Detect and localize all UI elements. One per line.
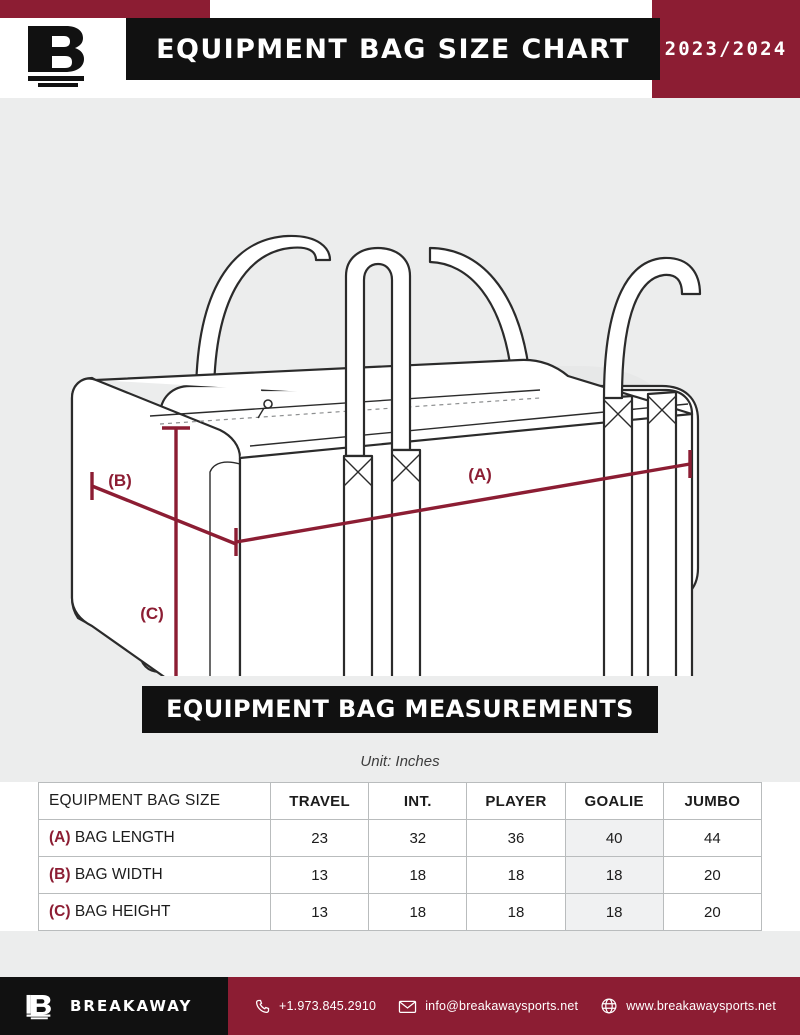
footer-website[interactable] <box>600 997 776 1015</box>
footer-website-text: www.breakawaysports.net <box>626 999 776 1013</box>
cell-height-player: 18 <box>467 894 565 931</box>
measurements-table-wrap <box>0 782 800 931</box>
cell-height-int: 18 <box>369 894 467 931</box>
row-label-bag-length <box>39 820 271 857</box>
dimension-label-c: (C) <box>140 604 164 623</box>
globe-icon <box>600 997 618 1015</box>
column-header-int: INT. <box>369 783 467 820</box>
header-accent-left <box>0 0 210 18</box>
cell-height-goalie: 18 <box>565 894 663 931</box>
cell-length-goalie: 40 <box>565 820 663 857</box>
row-name-c: BAG HEIGHT <box>74 903 171 920</box>
row-label-bag-width <box>39 857 271 894</box>
column-header-size: EQUIPMENT BAG SIZE <box>39 783 271 820</box>
row-name-b: BAG WIDTH <box>74 866 163 883</box>
footer-contact-block <box>228 977 800 1035</box>
row-ref-c: (C) <box>49 903 71 920</box>
measurements-table <box>38 782 762 931</box>
measurements-section-title: EQUIPMENT BAG MEASUREMENTS <box>142 686 658 733</box>
cell-width-travel: 13 <box>271 857 369 894</box>
footer-phone-text: +1.973.845.2910 <box>279 999 377 1013</box>
page-footer <box>0 977 800 1035</box>
cell-length-travel: 23 <box>271 820 369 857</box>
row-label-bag-height <box>39 894 271 931</box>
row-name-a: BAG LENGTH <box>74 829 175 846</box>
footer-email-text: info@breakawaysports.net <box>425 999 579 1013</box>
cell-height-jumbo: 20 <box>663 894 761 931</box>
cell-width-jumbo: 20 <box>663 857 761 894</box>
column-header-player: PLAYER <box>467 783 565 820</box>
table-row <box>39 820 762 857</box>
cell-length-jumbo: 44 <box>663 820 761 857</box>
bag-diagram-area <box>0 98 800 676</box>
cell-width-goalie: 18 <box>565 857 663 894</box>
column-header-travel: TRAVEL <box>271 783 369 820</box>
column-header-jumbo: JUMBO <box>663 783 761 820</box>
row-ref-b: (B) <box>49 866 71 883</box>
breakaway-b-logo-icon <box>22 20 114 90</box>
footer-brand-name: BREAKAWAY <box>70 997 193 1015</box>
measurements-title-band <box>0 676 800 741</box>
page-header <box>0 0 800 98</box>
footer-phone[interactable] <box>254 998 376 1015</box>
table-row <box>39 894 762 931</box>
cell-length-int: 32 <box>369 820 467 857</box>
equipment-bag-illustration <box>0 98 800 676</box>
cell-width-player: 18 <box>467 857 565 894</box>
footer-email[interactable] <box>398 998 578 1015</box>
table-header-row <box>39 783 762 820</box>
cell-width-int: 18 <box>369 857 467 894</box>
cell-length-player: 36 <box>467 820 565 857</box>
dimension-label-b: (B) <box>108 471 132 490</box>
footer-brand-block <box>0 977 228 1035</box>
table-row <box>39 857 762 894</box>
column-header-goalie: GOALIE <box>565 783 663 820</box>
page-title: EQUIPMENT BAG SIZE CHART <box>156 33 630 65</box>
cell-height-travel: 13 <box>271 894 369 931</box>
season-year-badge: 2023/2024 <box>664 38 788 60</box>
row-ref-a: (A) <box>49 829 71 846</box>
phone-icon <box>254 998 271 1015</box>
envelope-icon <box>398 998 417 1015</box>
breakaway-b-logo-icon <box>24 992 58 1020</box>
dimension-label-a: (A) <box>468 465 492 484</box>
unit-note: Unit: Inches <box>0 741 800 782</box>
